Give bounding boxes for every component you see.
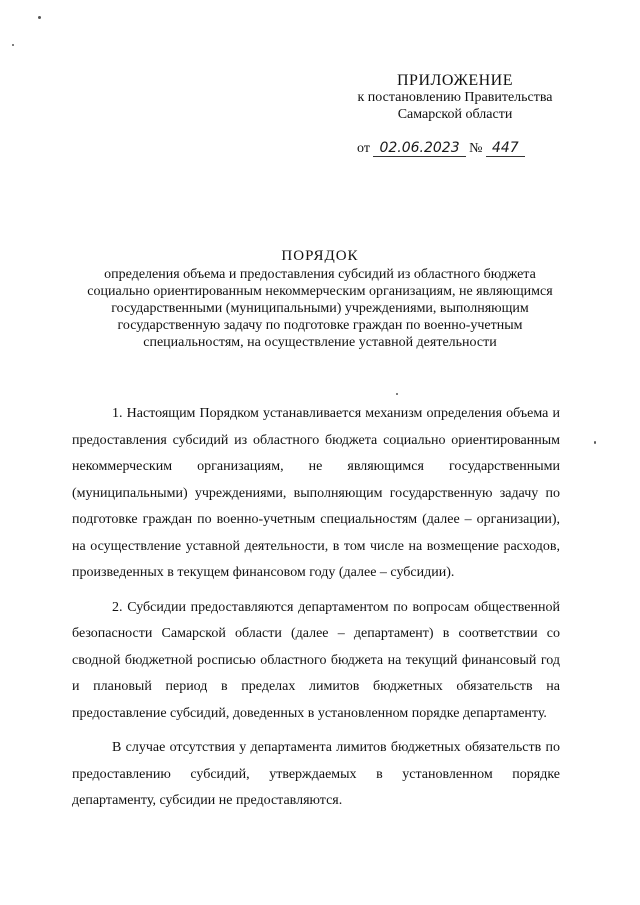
number-prefix: №: [469, 141, 483, 156]
annex-line-2: Самарской области: [397, 107, 513, 122]
heading-subtitle: определения объема и предоставления субсидий из областного бюджета социально ориентированным некоммерческим организациям, не являющимся государственными (муниципальными) учреждениями, выполняющим государственную задачу по подготовке граждан по военно-учетным специальностям, на осуществление уставной деятельности: [87, 267, 553, 350]
document-heading: [80, 248, 560, 351]
scan-speck: [396, 393, 398, 395]
heading-title: ПОРЯДОК: [281, 248, 359, 264]
document-body: [72, 401, 560, 823]
paragraph-1: 1. Настоящим Порядком устанавливается механизм определения объема и предоставления субсидий из областного бюджета социально ориентированным некоммерческим организациям, не являющимся государственными (муниципальными) учреждениями, выполняющим государственную задачу по подготовке граждан по военно-учетным специальностям (далее – организации), на осуществление уставной деятельности, в том числе на возмещение расходов, произведенных в текущем финансовом году (далее – субсидии).: [72, 406, 560, 580]
handwritten-date: 02.06.2023: [373, 140, 465, 157]
scan-speck: [38, 16, 41, 19]
scan-speck: [594, 441, 596, 444]
annex-title: ПРИЛОЖЕНИЕ: [396, 72, 513, 89]
paragraph-3: В случае отсутствия у департамента лимитов бюджетных обязательств по предоставлению субсидий, утверждаемых в установленном порядке департаменту, субсидии не предоставляются.: [72, 740, 560, 808]
decree-line: [357, 140, 525, 157]
scan-speck: [12, 44, 14, 46]
paragraph-2: 2. Субсидии предоставляются департаментом по вопросам общественной безопасности Самарской области (далее – департамент) в соответствии со сводной бюджетной росписью областного бюджета на текущий финансовый год и плановый период в пределах лимитов бюджетных обязательств на предоставление субсидий, доведенных в установленном порядке департаменту.: [72, 599, 560, 721]
annex-line-1: к постановлению Правительства: [357, 90, 553, 105]
handwritten-number: 447: [486, 140, 525, 157]
date-prefix: от: [357, 141, 370, 156]
annex-block: [330, 72, 580, 123]
